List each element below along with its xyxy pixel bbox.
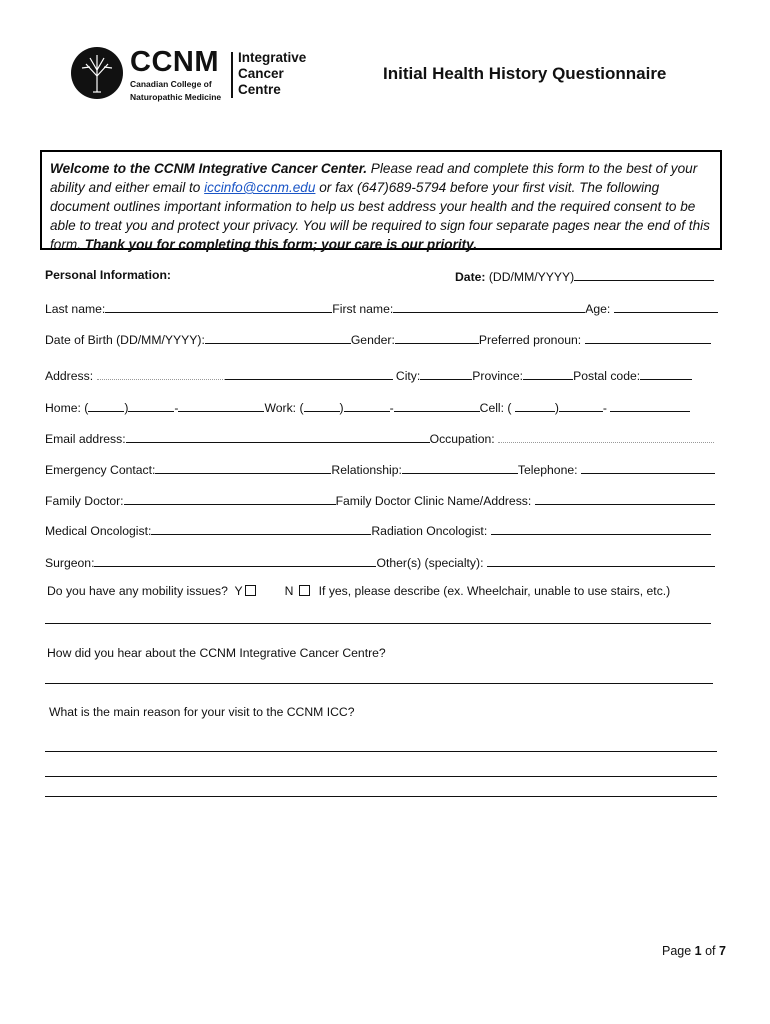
pronoun-field[interactable]: [585, 331, 711, 344]
emergency-row: [45, 461, 715, 477]
no-checkbox[interactable]: [299, 585, 310, 596]
brand-sub-line-1: Canadian College of: [130, 79, 212, 89]
pronoun-label: Preferred pronoun:: [478, 333, 582, 347]
email-label: Email address:: [45, 432, 126, 446]
reason-answer-line-1[interactable]: [45, 751, 717, 752]
cell-phone-line[interactable]: [610, 399, 690, 412]
telephone-label: Telephone:: [517, 463, 578, 477]
intro-closing: Thank you for completing this form; your care is our priority.: [84, 237, 478, 252]
address-field[interactable]: [225, 367, 393, 380]
home-phone-prefix[interactable]: [128, 399, 174, 412]
work-phone-prefix[interactable]: [344, 399, 390, 412]
relationship-label: Relationship:: [331, 463, 402, 477]
no-label: N: [284, 584, 294, 598]
others-field[interactable]: [487, 554, 715, 567]
city-field[interactable]: [420, 367, 472, 380]
radiation-oncologist-field[interactable]: [491, 522, 711, 535]
work-phone-line[interactable]: [394, 399, 480, 412]
logo-word-centre: Centre: [238, 82, 281, 97]
dob-label: Date of Birth (DD/MM/YYYY):: [45, 333, 205, 347]
intro-text-1: Please read and complete this form to the best of your ability and either email to: [50, 161, 698, 195]
email-link[interactable]: iccinfo@ccnm.edu: [204, 180, 316, 195]
postal-field[interactable]: [640, 367, 692, 380]
last-name-label: Last name:: [45, 302, 106, 316]
yes-checkbox[interactable]: [245, 585, 256, 596]
hear-answer-line[interactable]: [45, 683, 713, 684]
intro-box: [40, 150, 722, 250]
dob-row: [45, 331, 711, 347]
family-clinic-field[interactable]: [535, 492, 715, 505]
dob-field[interactable]: [205, 331, 351, 344]
mobility-question: Do you have any mobility issues?: [47, 584, 228, 598]
family-clinic-label: Family Doctor Clinic Name/Address:: [335, 494, 532, 508]
gender-label: Gender:: [350, 333, 395, 347]
date-label: Date:: [455, 270, 486, 284]
tree-seal-icon: [70, 46, 124, 100]
work-area-code[interactable]: [304, 399, 340, 412]
date-format: (DD/MM/YYYY): [485, 270, 575, 284]
yes-label: Y: [234, 584, 243, 598]
postal-label: Postal code:: [573, 369, 641, 383]
province-field[interactable]: [523, 367, 573, 380]
email-field[interactable]: [126, 430, 430, 443]
home-area-code[interactable]: [88, 399, 124, 412]
others-label: Other(s) (specialty):: [376, 556, 484, 570]
telephone-field[interactable]: [581, 461, 715, 474]
page-word: Page: [662, 944, 695, 958]
of-word: of: [701, 944, 719, 958]
relationship-field[interactable]: [402, 461, 518, 474]
address-field-prefix[interactable]: [97, 367, 225, 380]
cell-label: Cell: (: [479, 401, 512, 415]
surgeon-label: Surgeon:: [45, 556, 95, 570]
page-footer: [662, 944, 726, 958]
first-name-field[interactable]: [393, 300, 585, 313]
date-row: [455, 268, 714, 284]
surgeon-field[interactable]: [94, 554, 376, 567]
logo-divider: [231, 52, 233, 98]
logo-word-integrative: Integrative: [238, 50, 307, 65]
occupation-label: Occupation:: [429, 432, 495, 446]
name-row: [45, 300, 718, 316]
age-field[interactable]: [614, 300, 718, 313]
medical-oncologist-field[interactable]: [151, 522, 371, 535]
emergency-label: Emergency Contact:: [45, 463, 156, 477]
cell-phone-prefix[interactable]: [559, 399, 603, 412]
first-name-label: First name:: [332, 302, 394, 316]
age-label: Age:: [585, 302, 611, 316]
family-doctor-label: Family Doctor:: [45, 494, 124, 508]
ccnm-logo: [70, 44, 330, 106]
phone-row: Home: ( ) - Work: ( ) - Cell: ( ) -: [45, 399, 690, 415]
occupation-field[interactable]: [498, 430, 714, 443]
email-row: [45, 430, 714, 446]
emergency-contact-field[interactable]: [155, 461, 331, 474]
personal-info-heading: Personal Information:: [45, 268, 171, 282]
mobility-row: [47, 584, 670, 598]
medical-oncologist-label: Medical Oncologist:: [45, 524, 152, 538]
address-label: Address:: [45, 369, 94, 383]
gender-field[interactable]: [395, 331, 479, 344]
intro-lead: Welcome to the CCNM Integrative Cancer Center.: [50, 161, 368, 176]
hear-question: How did you hear about the CCNM Integrative Cancer Centre?: [47, 646, 386, 660]
province-label: Province:: [472, 369, 524, 383]
family-doctor-field[interactable]: [124, 492, 336, 505]
oncologist-row: [45, 522, 711, 538]
brand-sub-line-2: Naturopathic Medicine: [130, 92, 222, 102]
home-phone-line[interactable]: [178, 399, 264, 412]
intro-text-2: or fax (647)689-5794 before your first visit. The following document outlines important information to help us best address your health and the required consent to be able to treat you and protect your privacy. You will be required to sign four separate pages near the end of this form.: [50, 180, 710, 252]
radiation-oncologist-label: Radiation Oncologist:: [371, 524, 488, 538]
family-doctor-row: [45, 492, 715, 508]
reason-answer-line-2[interactable]: [45, 776, 717, 777]
home-label: Home: (: [45, 401, 89, 415]
reason-answer-line-3[interactable]: [45, 796, 717, 797]
last-name-field[interactable]: [105, 300, 332, 313]
work-label: Work: (: [264, 401, 304, 415]
document-title: Initial Health History Questionnaire: [383, 64, 667, 83]
cell-area-code[interactable]: [515, 399, 555, 412]
city-label: City:: [395, 369, 421, 383]
logo-word-cancer: Cancer: [238, 66, 284, 81]
page-total: 7: [719, 944, 726, 958]
date-field[interactable]: [574, 268, 714, 281]
reason-question: What is the main reason for your visit to the CCNM ICC?: [49, 705, 355, 719]
page-number: 1: [694, 944, 702, 958]
address-row: [45, 367, 692, 383]
surgeon-row: [45, 554, 715, 570]
mobility-hint: If yes, please describe (ex. Wheelchair, unable to use stairs, etc.): [318, 584, 671, 598]
mobility-answer-line[interactable]: [45, 623, 711, 624]
brand-name: CCNM: [130, 46, 219, 78]
